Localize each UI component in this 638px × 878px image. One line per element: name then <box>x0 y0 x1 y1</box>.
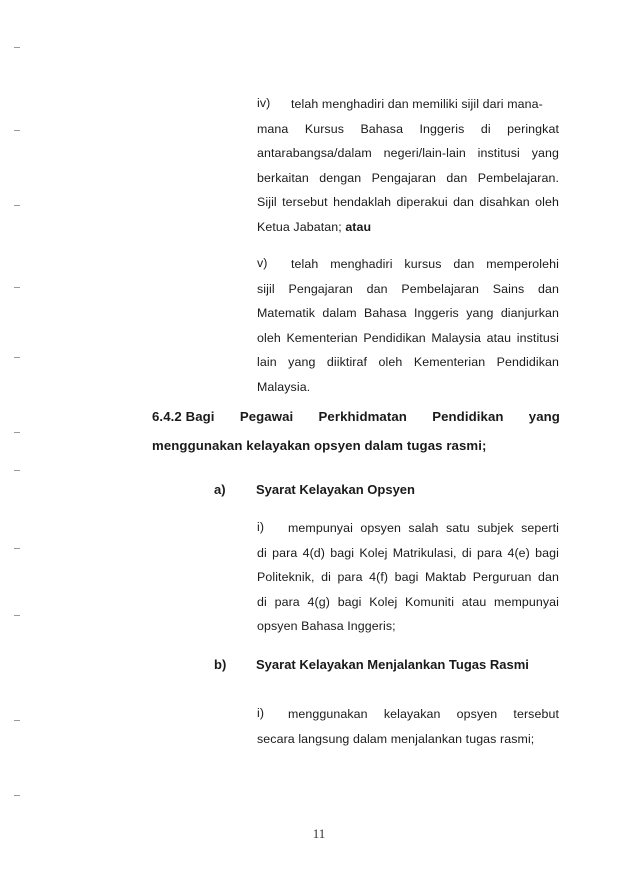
item-text <box>288 702 559 727</box>
text-line: di para 4(g) bagi Kolej Komuniti atau mempunyai <box>257 594 559 609</box>
heading-word: 6.4.2 Bagi <box>152 409 215 424</box>
item-text-continued <box>257 117 559 240</box>
item-number: i) <box>257 706 265 720</box>
text-line-end: Ketua Jabatan; <box>257 219 342 234</box>
item-number: v) <box>257 256 268 270</box>
subsection-label: b) <box>214 657 227 672</box>
item-text-continued <box>257 541 559 639</box>
subsection-b-heading <box>214 657 554 677</box>
text-line: Matematik dalam Bahasa Inggeris yang dianjurkan <box>257 306 559 321</box>
text-line: di para 4(d) bagi Kolej Matrikulasi, di para 4(e) bagi <box>257 545 559 560</box>
text-line: sijil Pengajaran dan Pembelajaran Sains dan <box>257 281 559 296</box>
text-line: mempunyai opsyen salah satu subjek seperti <box>288 521 559 535</box>
item-text-continued <box>257 727 559 752</box>
section-heading <box>152 409 562 459</box>
text-line: telah menghadiri dan memiliki sijil dari mana- <box>291 97 543 111</box>
text-line: menggunakan kelayakan opsyen tersebut <box>288 707 559 721</box>
subsection-a-heading <box>214 482 514 502</box>
item-number: i) <box>257 520 265 534</box>
item-text <box>291 252 559 277</box>
item-text <box>291 92 559 117</box>
text-line: oleh Kementerian Pendidikan Malaysia atau institusi <box>257 330 559 345</box>
heading-word: yang <box>528 409 560 424</box>
text-line: Politeknik, di para 4(f) bagi Maktab Perguruan dan <box>257 570 559 585</box>
subsection-title: Syarat Kelayakan Menjalankan Tugas Rasmi <box>256 657 529 672</box>
section-heading-line1 <box>152 409 560 424</box>
text-line: berkaitan dengan Pengajaran dan Pembelajaran. <box>257 170 559 185</box>
page-number: 11 <box>312 826 326 841</box>
text-line: lain yang diiktiraf oleh Kementerian Pendidikan <box>257 355 559 370</box>
heading-word: Pegawai <box>239 409 294 424</box>
heading-word: Pendidikan <box>432 409 504 424</box>
list-item-iv <box>257 92 559 232</box>
subsection-a-item-i <box>257 516 559 646</box>
text-line: antarabangsa/dalam negeri/lain-lain institusi yang <box>257 146 559 161</box>
text-line: Malaysia. <box>257 379 311 394</box>
list-item-v <box>257 252 559 402</box>
subsection-title: Syarat Kelayakan Opsyen <box>256 482 415 497</box>
text-line: secara langsung dalam menjalankan tugas rasmi; <box>257 731 535 746</box>
subsection-b-item-i <box>257 702 559 762</box>
heading-word: Perkhidmatan <box>318 409 407 424</box>
text-line: mana Kursus Bahasa Inggeris di peringkat <box>257 121 559 136</box>
item-text-continued <box>257 277 559 400</box>
text-line: Sijil tersebut hendaklah diperakui dan disahkan oleh <box>257 195 559 210</box>
item-text <box>288 516 559 541</box>
text-line: opsyen Bahasa Inggeris; <box>257 619 396 634</box>
item-number: iv) <box>257 96 271 110</box>
conjunction-bold: atau <box>345 219 372 234</box>
text-line-last <box>257 215 559 240</box>
text-line: telah menghadiri kursus dan memperolehi <box>291 257 559 271</box>
subsection-label: a) <box>214 482 226 497</box>
section-heading-line2: menggunakan kelayakan opsyen dalam tugas rasmi; <box>152 438 487 453</box>
